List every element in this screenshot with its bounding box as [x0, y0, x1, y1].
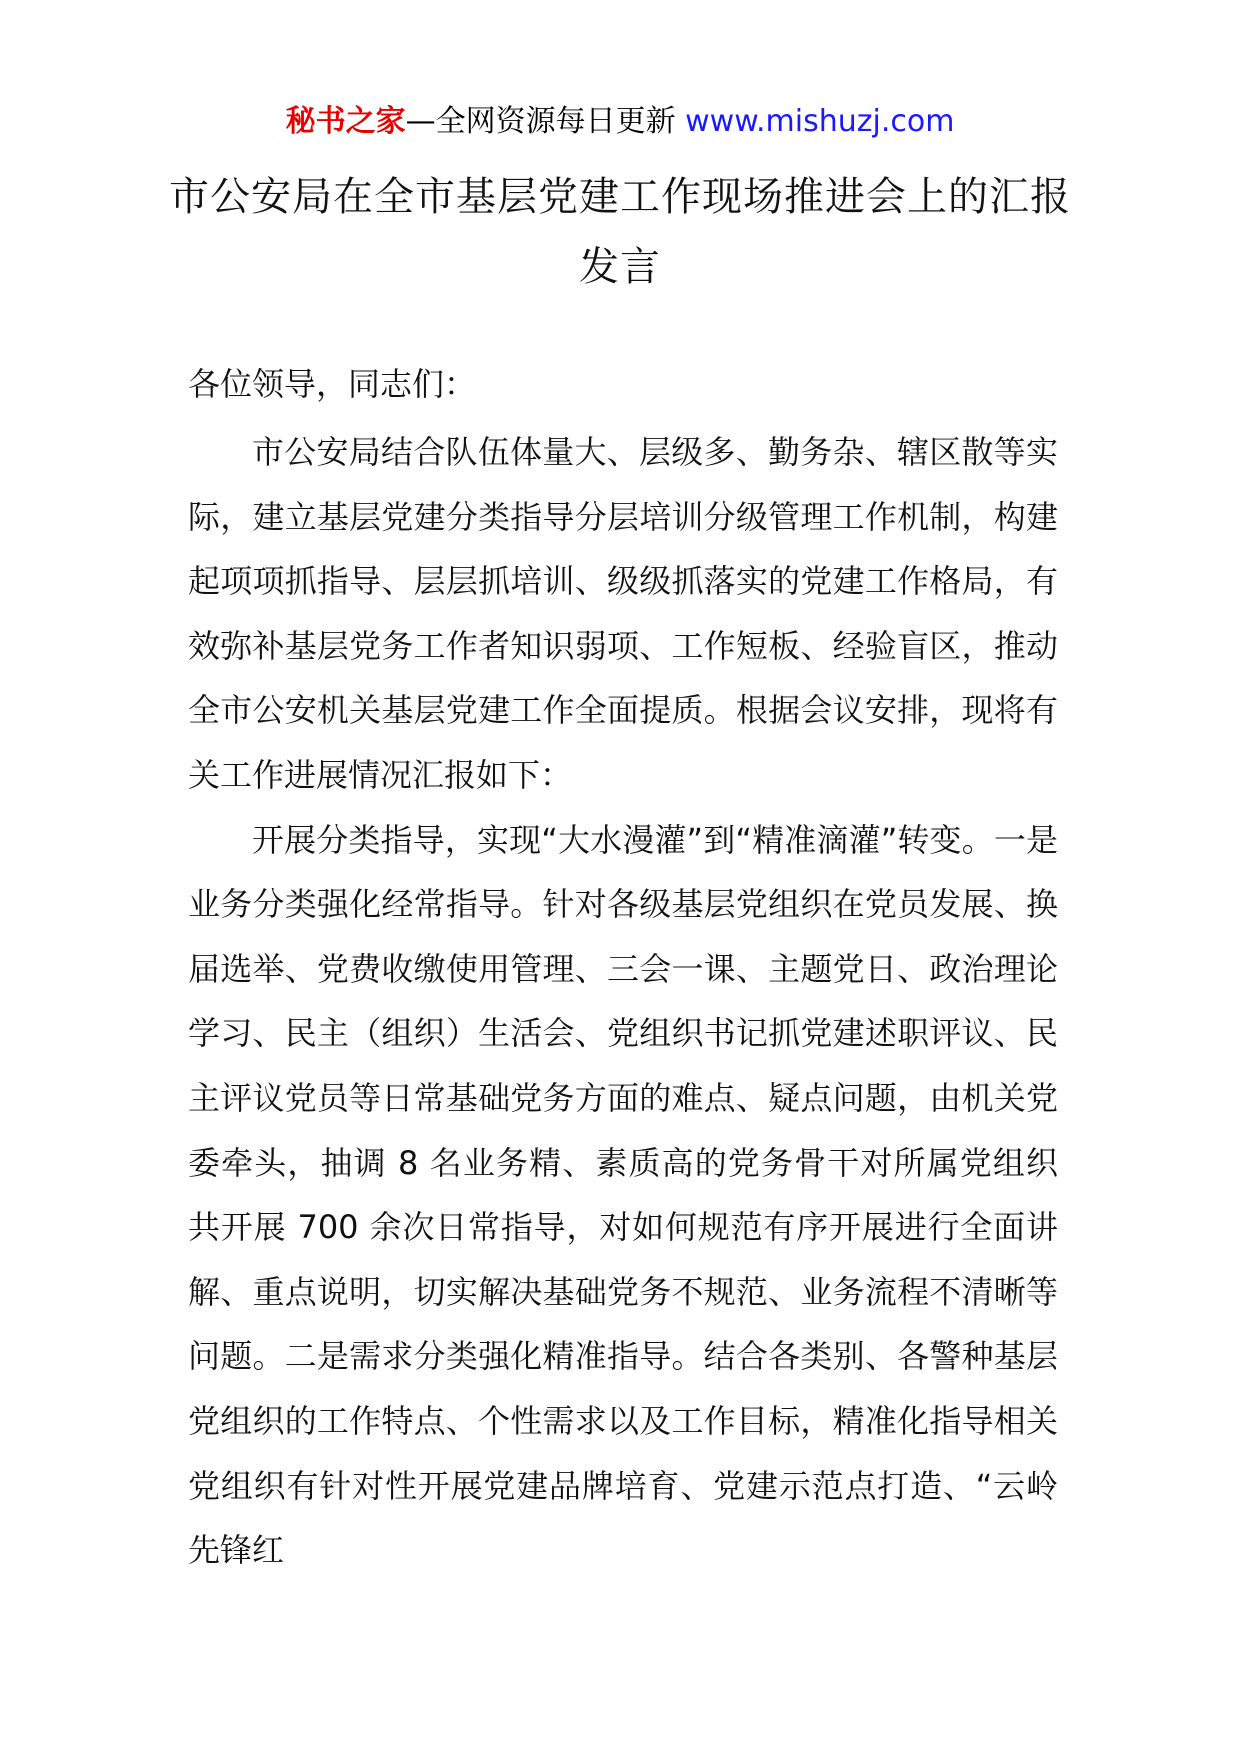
site-url-link[interactable]: www.mishuzj.com	[685, 104, 955, 139]
paragraph: 市公安局结合队伍体量大、层级多、勤务杂、辖区散等实际，建立基层党建分类指导分层培训分级管理工作机制，构建起项项抓指导、层层抓培训、级级抓落实的党建工作格局，有效弥补基层党务工作者知识弱项、工作短板、经验盲区，推动全市公安机关基层党建工作全面提质。根据会议安排，现将有关工作进展情况汇报如下：	[188, 433, 1058, 794]
header-tagline: —全网资源每日更新	[405, 104, 676, 139]
document-title: 市公安局在全市基层党建工作现场推进会上的汇报发言	[169, 174, 1071, 290]
paragraph: 开展分类指导，实现“大水漫灌”到“精准滴灌”转变。一是业务分类强化经常指导。针对各级基层党组织在党员发展、换届选举、党费收缴使用管理、三会一课、主题党日、政治理论学习、民主（组织）生活会、党组织书记抓党建述职评议、民主评议党员等日常基础党务方面的难点、疑点问题，由机关党委牵头，抽调 8 名业务精、素质高的党务骨干对所属党组织共开展 700 余次日常指导，对如何规范有序开展进行全面讲解、重点说明，切实解决基础党务不规范、业务流程不清晰等问题。二是需求分类强化精准指导。结合各类别、各警种基层党组织的工作特点、个性需求以及工作目标，精准化指导相关党组织有针对性开展党建品牌培育、党建示范点打造、“云岭先锋红	[188, 820, 1058, 1570]
salutation: 各位领导，同志们：	[188, 365, 477, 403]
document-body	[188, 420, 1058, 1583]
brand-name: 秘书之家	[285, 104, 406, 139]
site-header	[0, 100, 1240, 144]
